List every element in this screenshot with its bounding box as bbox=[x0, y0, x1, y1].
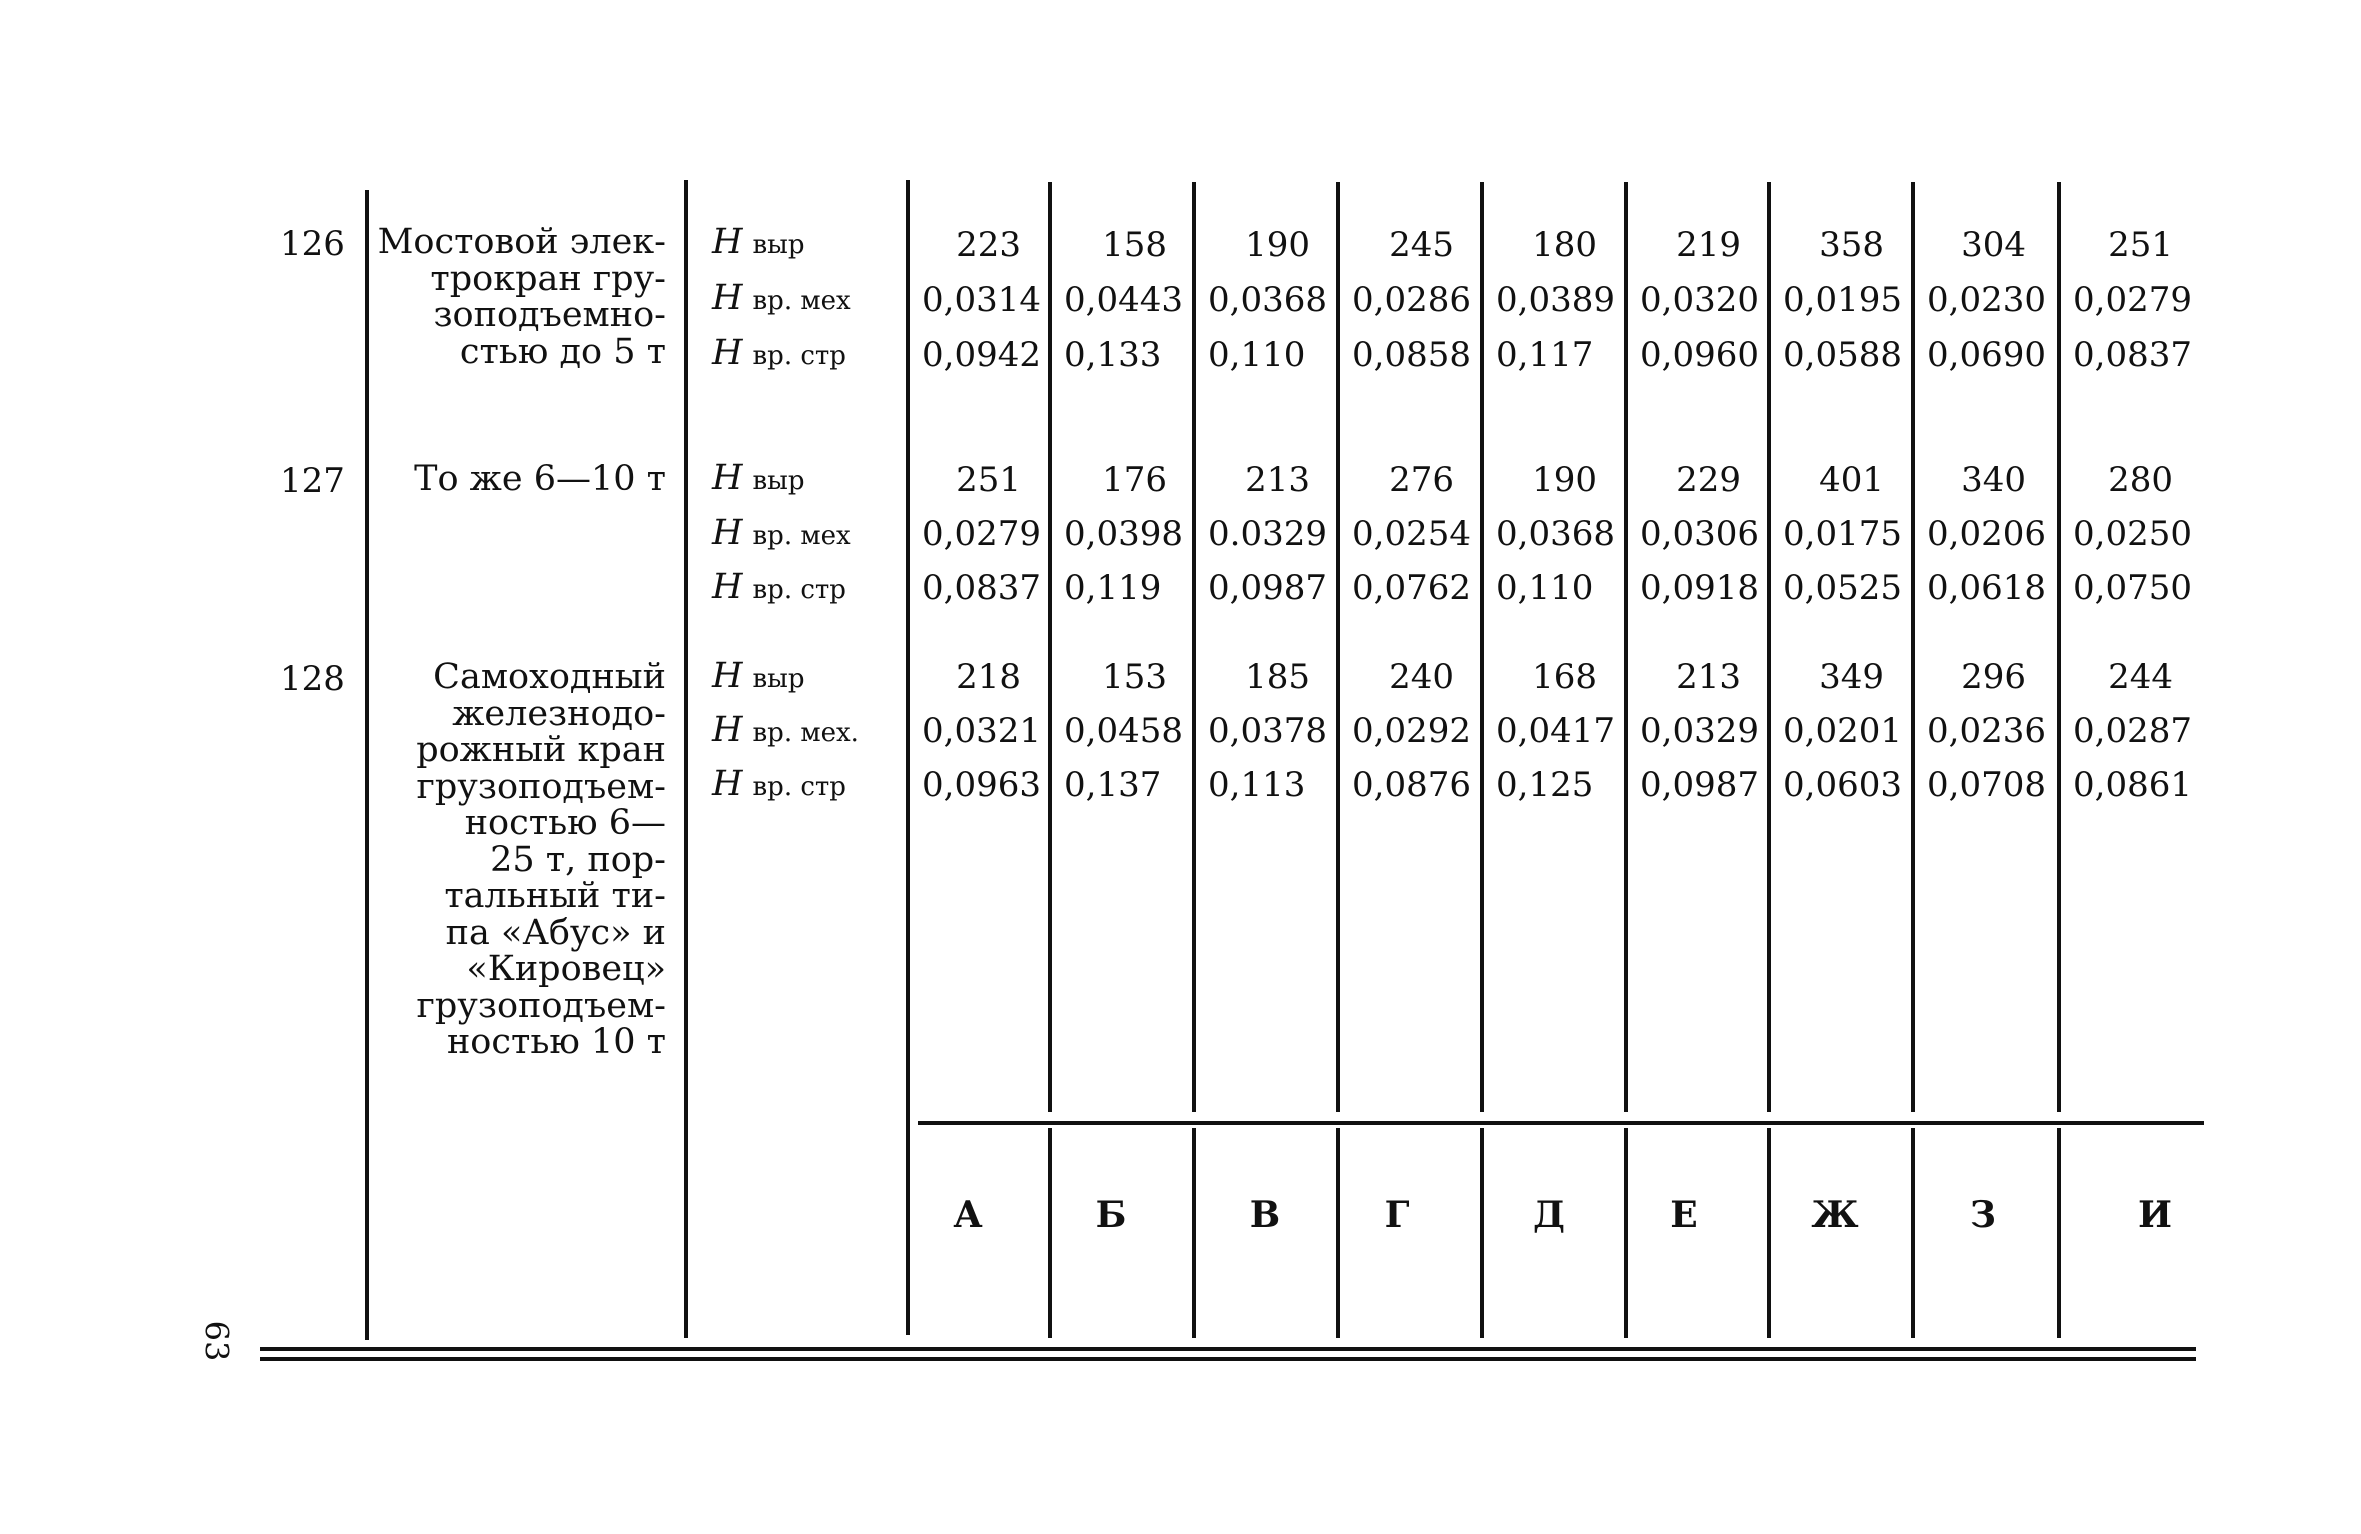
value-cell: 219 bbox=[1676, 225, 1741, 265]
norm-symbol: Н bbox=[712, 333, 743, 373]
value-cell: 0,0206 bbox=[1927, 514, 2046, 554]
norm-label bbox=[712, 513, 851, 553]
value-cell: 218 bbox=[956, 657, 1021, 697]
value-cell: 0,133 bbox=[1064, 335, 1162, 375]
value-cell: 0,0417 bbox=[1496, 711, 1615, 751]
value-cell: 240 bbox=[1389, 657, 1454, 697]
column-rule bbox=[2057, 182, 2061, 1112]
value-cell: 401 bbox=[1819, 460, 1884, 500]
column-rule bbox=[1911, 1128, 1915, 1338]
column-letter: Д bbox=[1532, 1194, 1565, 1236]
value-cell: 0,110 bbox=[1496, 568, 1594, 608]
table-bottom-rule bbox=[260, 1357, 2196, 1361]
value-cell: 0,0618 bbox=[1927, 568, 2046, 608]
value-cell: 0,0287 bbox=[2073, 711, 2192, 751]
column-rule bbox=[1480, 182, 1484, 1112]
value-cell: 190 bbox=[1245, 225, 1310, 265]
row-number: 126 bbox=[280, 224, 345, 264]
norm-symbol: Н bbox=[712, 458, 743, 498]
norm-subscript: выр bbox=[752, 664, 805, 694]
value-cell: 349 bbox=[1819, 657, 1884, 697]
value-cell: 185 bbox=[1245, 657, 1310, 697]
value-cell: 0,0279 bbox=[2073, 280, 2192, 320]
value-cell: 0,0987 bbox=[1208, 568, 1327, 608]
value-cell: 180 bbox=[1532, 225, 1597, 265]
value-cell: 0,0750 bbox=[2073, 568, 2192, 608]
column-rule bbox=[1192, 182, 1196, 1112]
value-cell: 0,0690 bbox=[1927, 335, 2046, 375]
value-cell: 251 bbox=[2108, 225, 2173, 265]
norm-label bbox=[712, 567, 846, 607]
value-cell: 0,0201 bbox=[1783, 711, 1902, 751]
value-cell: 0,0250 bbox=[2073, 514, 2192, 554]
column-rule bbox=[2057, 1128, 2061, 1338]
value-cell: 0,0314 bbox=[922, 280, 1041, 320]
column-rule bbox=[1192, 1128, 1196, 1338]
value-cell: 340 bbox=[1961, 460, 2026, 500]
value-cell: 0,117 bbox=[1496, 335, 1594, 375]
norm-subscript: вр. стр bbox=[752, 341, 846, 371]
value-cell: 0,0368 bbox=[1208, 280, 1327, 320]
row-description: Самоходный железнодо- рожный кран грузоподъем- ностью 6— 25 т, пор- тальный ти- па «Абус» и «Кировец» грузоподъем- ностью 10 т bbox=[416, 657, 666, 1062]
norm-label bbox=[712, 333, 846, 373]
value-cell: 0,0398 bbox=[1064, 514, 1183, 554]
norm-symbol: Н bbox=[712, 567, 743, 607]
norm-symbol: Н bbox=[712, 222, 743, 262]
norm-subscript: вр. стр bbox=[752, 772, 846, 802]
column-letter: И bbox=[2137, 1194, 2172, 1236]
column-rule bbox=[1048, 182, 1052, 1112]
value-cell: 0,0286 bbox=[1352, 280, 1471, 320]
column-rule bbox=[1767, 182, 1771, 1112]
value-cell: 0,0960 bbox=[1640, 335, 1759, 375]
value-cell: 0,137 bbox=[1064, 765, 1162, 805]
column-letter: А bbox=[953, 1194, 983, 1236]
page-number: 63 bbox=[197, 1320, 236, 1362]
value-cell: 0,0858 bbox=[1352, 335, 1471, 375]
norm-subscript: вр. мех bbox=[752, 521, 851, 551]
value-cell: 153 bbox=[1102, 657, 1167, 697]
value-cell: 213 bbox=[1676, 657, 1741, 697]
value-cell: 0,0306 bbox=[1640, 514, 1759, 554]
value-cell: 0,0378 bbox=[1208, 711, 1327, 751]
value-cell: 0,0458 bbox=[1064, 711, 1183, 751]
column-letter: Б bbox=[1095, 1194, 1127, 1236]
value-cell: 296 bbox=[1961, 657, 2026, 697]
value-cell: 158 bbox=[1102, 225, 1167, 265]
norm-symbol: Н bbox=[712, 278, 743, 318]
value-cell: 213 bbox=[1245, 460, 1310, 500]
column-rule bbox=[1911, 182, 1915, 1112]
letters-header-rule bbox=[918, 1121, 2204, 1125]
value-cell: 0,125 bbox=[1496, 765, 1594, 805]
column-rule bbox=[1480, 1128, 1484, 1338]
value-cell: 0,0942 bbox=[922, 335, 1041, 375]
column-letter: В bbox=[1249, 1194, 1281, 1236]
norm-label bbox=[712, 278, 851, 318]
value-cell: 0,0321 bbox=[922, 711, 1041, 751]
value-cell: 0,0708 bbox=[1927, 765, 2046, 805]
value-cell: 0,0987 bbox=[1640, 765, 1759, 805]
value-cell: 168 bbox=[1532, 657, 1597, 697]
norm-label bbox=[712, 458, 805, 498]
value-cell: 0,0254 bbox=[1352, 514, 1471, 554]
column-letter: Е bbox=[1670, 1194, 1698, 1236]
value-cell: 190 bbox=[1532, 460, 1597, 500]
value-cell: 223 bbox=[956, 225, 1021, 265]
value-cell: 0,0236 bbox=[1927, 711, 2046, 751]
column-letter: З bbox=[1970, 1194, 1996, 1236]
value-cell: 0,0588 bbox=[1783, 335, 1902, 375]
value-cell: 304 bbox=[1961, 225, 2026, 265]
value-cell: 0,0963 bbox=[922, 765, 1041, 805]
norm-subscript: вр. мех bbox=[752, 286, 851, 316]
row-number: 128 bbox=[280, 659, 345, 699]
value-cell: 0,119 bbox=[1064, 568, 1162, 608]
column-letter: Ж bbox=[1811, 1194, 1859, 1236]
norm-label bbox=[712, 222, 805, 262]
value-cell: 251 bbox=[956, 460, 1021, 500]
table-rule-vertical bbox=[906, 180, 910, 1335]
value-cell: 0,0320 bbox=[1640, 280, 1759, 320]
norm-label bbox=[712, 764, 846, 804]
value-cell: 0,0762 bbox=[1352, 568, 1471, 608]
value-cell: 0,0876 bbox=[1352, 765, 1471, 805]
norm-symbol: Н bbox=[712, 513, 743, 553]
value-cell: 0,110 bbox=[1208, 335, 1306, 375]
column-rule bbox=[1336, 182, 1340, 1112]
value-cell: 0,0837 bbox=[2073, 335, 2192, 375]
row-description: То же 6—10 т bbox=[414, 459, 666, 499]
column-letter: Г bbox=[1384, 1194, 1410, 1236]
table-rule-vertical bbox=[684, 180, 688, 1338]
norm-symbol: Н bbox=[712, 656, 743, 696]
value-cell: 0,0918 bbox=[1640, 568, 1759, 608]
value-cell: 0,0175 bbox=[1783, 514, 1902, 554]
value-cell: 276 bbox=[1389, 460, 1454, 500]
value-cell: 0,0329 bbox=[1640, 711, 1759, 751]
norm-subscript: вр. стр bbox=[752, 575, 846, 605]
row-description: Мостовой элек- трокран гру- зоподъемно- стью до 5 т bbox=[377, 222, 666, 372]
value-cell: 0,0443 bbox=[1064, 280, 1183, 320]
value-cell: 0,0279 bbox=[922, 514, 1041, 554]
value-cell: 0,0230 bbox=[1927, 280, 2046, 320]
value-cell: 229 bbox=[1676, 460, 1741, 500]
value-cell: 176 bbox=[1102, 460, 1167, 500]
column-rule bbox=[1767, 1128, 1771, 1338]
norm-label bbox=[712, 656, 805, 696]
norm-subscript: выр bbox=[752, 466, 805, 496]
value-cell: 280 bbox=[2108, 460, 2173, 500]
table-bottom-rule bbox=[260, 1347, 2196, 1351]
row-number: 127 bbox=[280, 461, 345, 501]
value-cell: 244 bbox=[2108, 657, 2173, 697]
value-cell: 0,113 bbox=[1208, 765, 1306, 805]
norm-label bbox=[712, 710, 859, 750]
value-cell: 0,0861 bbox=[2073, 765, 2192, 805]
value-cell: 0,0837 bbox=[922, 568, 1041, 608]
norm-symbol: Н bbox=[712, 764, 743, 804]
norm-subscript: вр. мех. bbox=[752, 718, 859, 748]
value-cell: 0,0603 bbox=[1783, 765, 1902, 805]
norm-symbol: Н bbox=[712, 710, 743, 750]
table-rule-vertical bbox=[365, 190, 369, 1340]
value-cell: 0,0525 bbox=[1783, 568, 1902, 608]
value-cell: 0,0195 bbox=[1783, 280, 1902, 320]
value-cell: 0,0368 bbox=[1496, 514, 1615, 554]
value-cell: 0,0389 bbox=[1496, 280, 1615, 320]
norm-subscript: выр bbox=[752, 230, 805, 260]
value-cell: 358 bbox=[1819, 225, 1884, 265]
value-cell: 245 bbox=[1389, 225, 1454, 265]
value-cell: 0,0292 bbox=[1352, 711, 1471, 751]
column-rule bbox=[1624, 182, 1628, 1112]
value-cell: 0.0329 bbox=[1208, 514, 1327, 554]
